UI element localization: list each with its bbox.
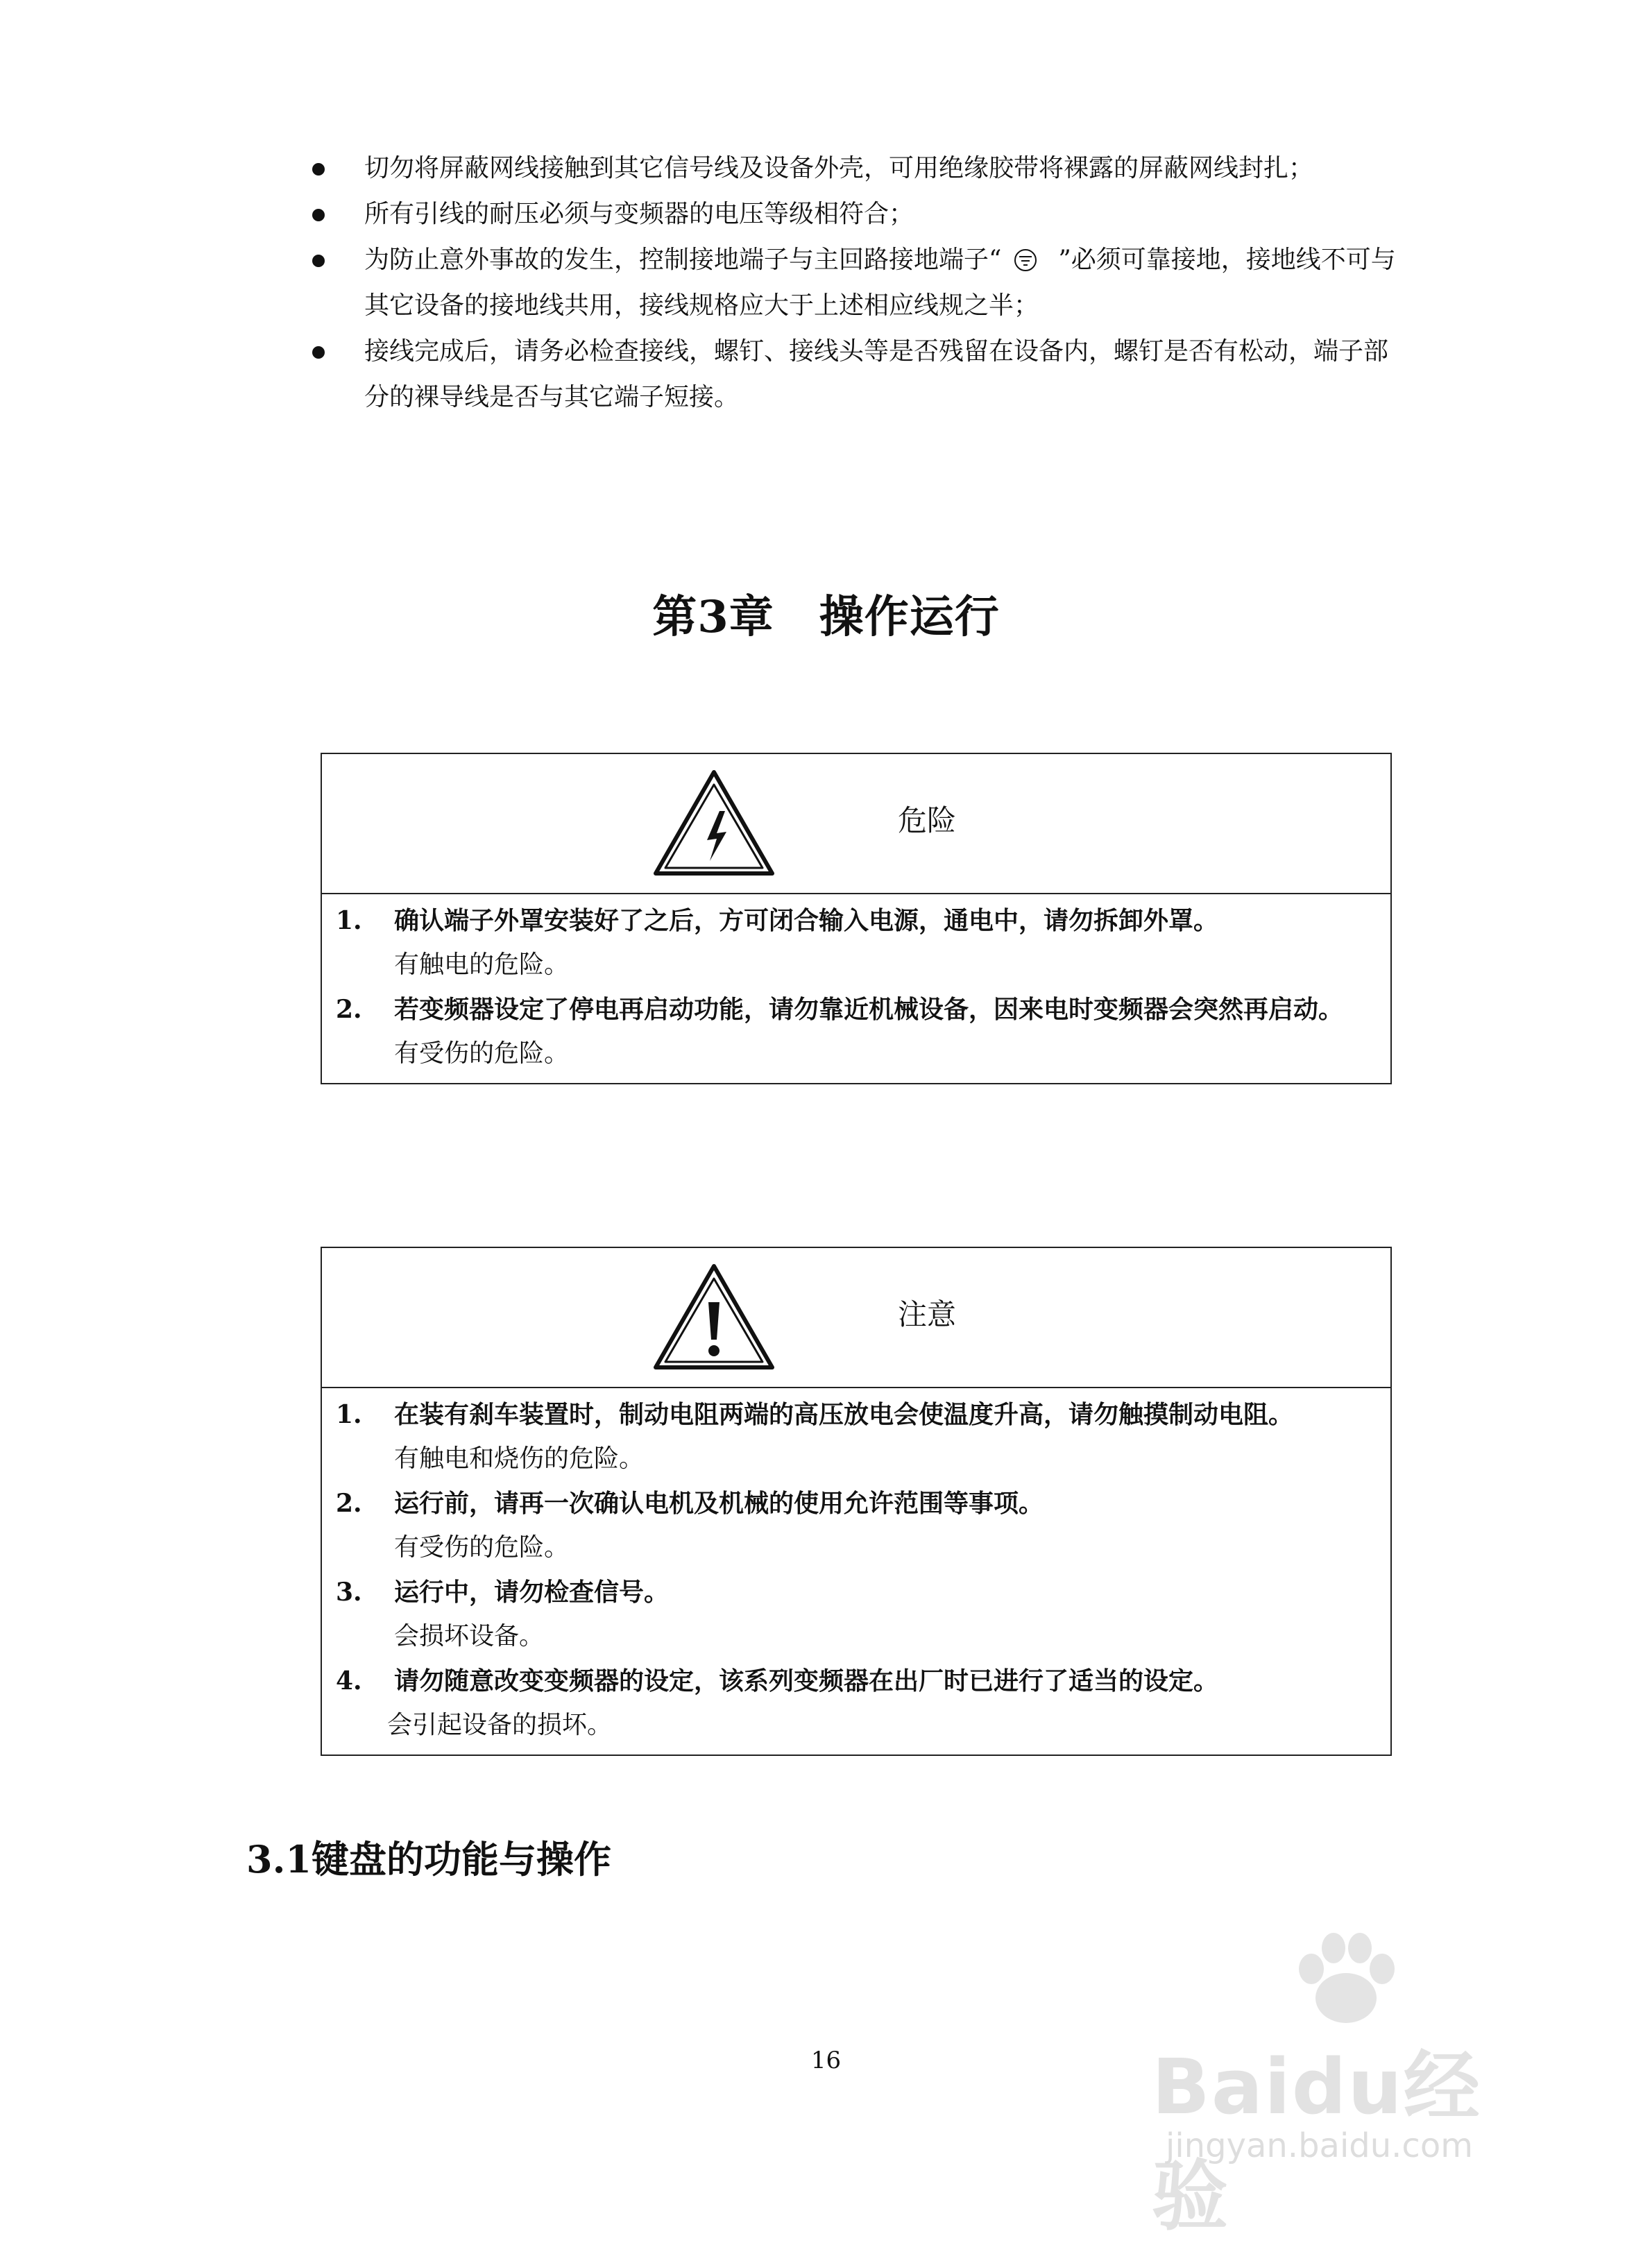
list-item — [322, 1570, 1390, 1659]
list-item — [305, 237, 1402, 329]
bullet-dot — [312, 346, 325, 359]
paw-icon — [1284, 1929, 1408, 2033]
caution-title: 注意 — [898, 1297, 957, 1331]
item-note: 会引起设备的损坏。 — [387, 1711, 613, 1739]
bullet-dot — [312, 255, 325, 267]
list-item — [322, 1392, 1390, 1481]
caution-box-body — [322, 1388, 1390, 1755]
danger-title: 危险 — [898, 803, 957, 837]
item-text: 运行中，请勿检查信号。 — [394, 1578, 670, 1607]
item-number: 1. — [336, 906, 362, 935]
list-item-text-after: ”必须可靠接地，接地线不可与其它设备的接地线共用，接线规格应大于上述相应线规之半； — [364, 246, 1396, 320]
bullet-dot — [312, 209, 325, 221]
list-item-text: 所有引线的耐压必须与变频器的电压等级相符合； — [364, 200, 914, 228]
wiring-notes-list — [305, 146, 1402, 420]
item-text: 运行前，请再一次确认电机及机械的使用允许范围等事项。 — [394, 1489, 1044, 1518]
danger-box-header — [322, 754, 1390, 894]
item-number: 4. — [336, 1666, 362, 1696]
section-heading: 3.1键盘的功能与操作 — [246, 1837, 611, 1881]
item-text: 请勿随意改变变频器的设定，该系列变频器在出厂时已进行了适当的设定。 — [394, 1666, 1219, 1696]
danger-box — [321, 753, 1392, 1084]
item-number: 1. — [336, 1400, 362, 1429]
list-item-text: 切勿将屏蔽网线接触到其它信号线及设备外壳，可用绝缘胶带将裸露的屏蔽网线封扎； — [364, 154, 1314, 182]
chapter-title: 第3章 操作运行 — [652, 591, 1000, 643]
list-item — [322, 987, 1390, 1076]
caution-box-header — [322, 1248, 1390, 1388]
list-item — [322, 898, 1390, 987]
list-item — [322, 1659, 1390, 1748]
page-number: 16 — [810, 2047, 842, 2074]
high-voltage-warning-icon — [652, 768, 776, 879]
caution-box — [321, 1247, 1392, 1756]
list-item — [305, 191, 1402, 237]
item-note: 有触电的危险。 — [394, 950, 570, 979]
list-item — [305, 329, 1402, 420]
item-text: 在装有刹车装置时，制动电阻两端的高压放电会使温度升高，请勿触摸制动电阻。 — [394, 1400, 1294, 1429]
item-note: 会损坏设备。 — [394, 1622, 545, 1650]
watermark-brand: Baidu经验 — [1152, 2042, 1481, 2241]
item-number: 3. — [336, 1578, 362, 1607]
item-text: 确认端子外罩安装好了之后，方可闭合输入电源，通电中，请勿拆卸外罩。 — [394, 906, 1219, 935]
item-note: 有受伤的危险。 — [394, 1533, 570, 1562]
danger-box-body — [322, 894, 1390, 1083]
item-note: 有受伤的危险。 — [394, 1039, 570, 1068]
watermark-url: jingyan.baidu.com — [1166, 2126, 1473, 2165]
exclamation-warning-icon — [652, 1262, 776, 1373]
list-item-text-before: 为防止意外事故的发生，控制接地端子与主回路接地端子“ — [364, 246, 1002, 274]
list-item — [305, 146, 1402, 191]
item-note: 有触电和烧伤的危险。 — [394, 1444, 645, 1473]
item-number: 2. — [336, 995, 362, 1024]
ground-terminal-icon — [1014, 248, 1037, 272]
item-number: 2. — [336, 1489, 362, 1518]
baidu-watermark — [1124, 1929, 1554, 2241]
list-item-text: 接线完成后，请务必检查接线，螺钉、接线头等是否残留在设备内，螺钉是否有松动，端子部分的裸导线是否与其它端子短接。 — [364, 337, 1389, 411]
list-item — [322, 1481, 1390, 1570]
bullet-dot — [312, 163, 325, 176]
item-text: 若变频器设定了停电再启动功能，请勿靠近机械设备，因来电时变频器会突然再启动。 — [394, 995, 1344, 1024]
